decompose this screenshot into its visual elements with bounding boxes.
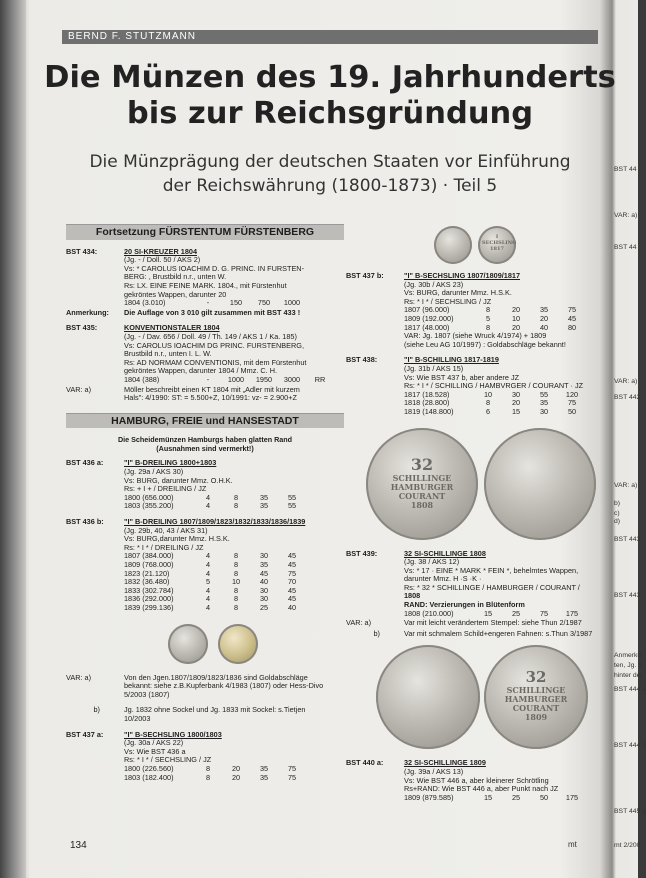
entry-line: (Jg. 39a / AKS 13) (404, 767, 464, 777)
coin-text: SCHILLINGE (392, 472, 452, 483)
entry-line: Rs: * 32 * SCHILLINGE / HAMBURGER / COURANT / (404, 582, 580, 592)
cell: 4 (205, 585, 211, 595)
facing-page-text: BST 445 a (614, 808, 646, 815)
cell: 25 (511, 608, 521, 618)
cell: 1817 (18.528) (404, 389, 450, 399)
cell: 45 (287, 594, 297, 604)
cell: 25 (511, 792, 521, 802)
entry-line: Möller beschreibt einen KT 1804 mit „Adler mit kurzem (124, 384, 300, 394)
coin-text: COURANT (512, 703, 560, 714)
entry-body (404, 759, 608, 802)
cell: 80 (567, 322, 577, 332)
cell: 35 (259, 763, 269, 773)
entry-title: "I" B-SCHILLING 1817-1819 (404, 355, 499, 365)
cell: 20 (539, 313, 549, 323)
entry-line: 1808 (404, 591, 421, 601)
entry-bst-440a (346, 759, 608, 802)
cell: 35 (259, 560, 269, 569)
coin-text: SCHILLINGE (506, 685, 566, 696)
cell: 20 (511, 322, 521, 332)
cell: 40 (259, 577, 269, 587)
cell: 10 (511, 313, 521, 323)
entry-body (124, 459, 344, 511)
coin-photos-32-schillinge-1808 (346, 424, 608, 544)
facing-page-text: Anmerku (614, 652, 642, 659)
entry-line: Vs: BURG, darunter Mmz. O.H.K. (124, 475, 233, 485)
entry-note: Die Auflage von 3 010 gilt zusammen mit BST 433 ! (124, 307, 301, 317)
cell: 3000 (283, 374, 301, 384)
entry-line: Vs: * 17 · EINE * MARK * FEIN *, behelmtes Wappen, (404, 565, 579, 575)
cell: 1809 (192.000) (404, 313, 454, 323)
author-band (62, 30, 598, 44)
cell: 1803 (182.400) (124, 772, 174, 782)
entry-line: VAR: Jg. 1807 (siehe Wruck 4/1974) + 1809 (404, 331, 547, 341)
price-row (124, 604, 344, 613)
note-bst-434 (66, 309, 344, 318)
coin-image (376, 645, 480, 749)
entry-line: Jg. 1832 ohne Sockel und Jg. 1833 mit Sockel: s.Tietjen (124, 705, 306, 715)
cell: 20 (231, 763, 241, 773)
coin-image (484, 645, 588, 749)
coin-photos-dreiling (146, 620, 344, 668)
entry-key: b) (373, 628, 380, 638)
cell: 1807 (384.000) (124, 551, 174, 561)
page-gutter (0, 0, 26, 878)
facing-page-text: mt 2/200 (614, 842, 641, 849)
entry-line: (Jg. 38 / AKS 12) (404, 557, 460, 567)
entry-line: gekröntes Wappen, darunter 20 (124, 289, 227, 299)
cell: 30 (511, 389, 521, 399)
cell: 8 (233, 551, 239, 561)
cell: 35 (539, 398, 549, 408)
entry-line: Rs: + I + / DREILING / JZ (124, 484, 207, 494)
entry-key: BST 436 a: (66, 458, 104, 468)
entry-bst-437a (66, 731, 344, 783)
var-bst-436b (66, 674, 344, 700)
entry-title: "I" B-DREILING 1800+1803 (124, 458, 217, 468)
entry-bst-439 (346, 550, 608, 619)
facing-page-text: VAR: a) (614, 212, 638, 219)
note-line: Die Scheidemünzen Hamburgs haben glatten Rand (117, 435, 293, 445)
cell: 1807 (96.000) (404, 305, 450, 315)
coin-image (484, 428, 596, 540)
cell: 8 (233, 602, 239, 612)
entry-line: Rs+RAND: Wie BST 446 a, aber Punkt nach JZ (404, 784, 559, 794)
entry-body (404, 550, 608, 619)
facing-page-text: d) (614, 518, 621, 525)
var-a-bst-439 (346, 619, 608, 628)
entry-title: 20 SI-KREUZER 1804 (124, 246, 197, 256)
subtitle-line-2: der Reichswährung (1800-1873) · Teil 5 (162, 176, 498, 196)
price-rows (404, 794, 608, 803)
entry-line: Rs: LX. EINE FEINE MARK. 1804., mit Fürstenhut (124, 280, 287, 290)
cell: 1803 (355.200) (124, 501, 174, 511)
subtitle-line-1: Die Münzprägung der deutschen Staaten vor Einführung (89, 152, 571, 172)
coin-image (168, 624, 208, 664)
cell: 4 (205, 501, 211, 511)
cell: 30 (539, 406, 549, 416)
entry-line: Var mit schmalem Schild+engeren Fahnen: s.Thun 3/1987 (404, 628, 593, 638)
entry-bst-437b (346, 272, 608, 349)
coin-text: I (495, 234, 499, 240)
cell: 175 (565, 608, 579, 618)
cell: 20 (511, 398, 521, 408)
entry-line: Vs: Wie BST 436 a (124, 746, 186, 756)
coin-text: 1808 (410, 499, 434, 510)
cell: 70 (287, 577, 297, 587)
entry-title: "I" B-DREILING 1807/1809/1823/1832/1833/1836/1839 (124, 517, 306, 527)
cell: 15 (511, 406, 521, 416)
cell: 8 (233, 585, 239, 595)
cell: 8 (233, 568, 239, 578)
entry-line: (Jg. 30a / AKS 22) (124, 738, 184, 748)
cell: 1804 (388) (124, 374, 160, 384)
price-row (124, 299, 344, 308)
entry-bst-435 (66, 324, 344, 384)
coin-image (218, 624, 258, 664)
right-column (346, 224, 608, 809)
var-b-bst-436b (66, 706, 344, 723)
price-row (404, 610, 608, 619)
cell: 1808 (210.000) (404, 608, 454, 618)
cell: 75 (287, 772, 297, 782)
entry-title: "I" B-SECHSLING 1800/1803 (124, 729, 222, 739)
cell: 8 (205, 772, 211, 782)
entry-line: darunter Mmz. H ·S ·K · (404, 574, 482, 584)
entry-key: VAR: a) (346, 618, 372, 628)
cell: 4 (205, 492, 211, 502)
entry-line: 5/2003 (1807) (124, 689, 170, 699)
entry-line: Vs: BURG,darunter Mmz. H.S.K. (124, 534, 230, 544)
facing-page-text: VAR: a) (614, 378, 638, 385)
coin-text: HAMBURGER (504, 694, 568, 705)
cell: 4 (205, 560, 211, 569)
entry-title: KONVENTIONSTALER 1804 (124, 323, 220, 333)
entry-bst-436b (66, 518, 344, 613)
cell: 8 (485, 322, 491, 332)
cell: 1819 (148.800) (404, 406, 454, 416)
cell: 150 (229, 298, 243, 308)
scheide-note (66, 436, 344, 453)
cell: 10 (483, 389, 493, 399)
entry-title: "I" B-SECHSLING 1807/1809/1817 (404, 271, 521, 280)
entry-line: (Jg. 30b / AKS 23) (404, 279, 464, 289)
entry-key: BST 435: (66, 323, 98, 333)
cell: 1950 (255, 374, 273, 384)
coin-photos-32-schillinge-1809 (346, 645, 608, 753)
entry-line: Von den Jgen.1807/1809/1823/1836 sind Goldabschläge (124, 672, 308, 682)
cell: 35 (259, 501, 269, 511)
cell: 4 (205, 602, 211, 612)
cell: 1000 (227, 374, 245, 384)
entry-line: (Jg. - / Doll. 50 / AKS 2) (124, 255, 201, 265)
cell: 15 (483, 608, 493, 618)
cell: 8 (233, 501, 239, 511)
cell: 75 (539, 608, 549, 618)
cell: 75 (287, 763, 297, 773)
entry-line: (siehe Leu AG 10/1997) : Goldabschläge bekannt! (404, 339, 566, 349)
cell: 75 (287, 568, 297, 578)
cell: 1817 (48.000) (404, 322, 450, 332)
entry-body (124, 324, 344, 384)
page-number: 134 (70, 840, 87, 851)
entry-body (124, 518, 344, 613)
entry-key: BST 437 a: (66, 729, 104, 739)
coin-text: 1817 (490, 246, 504, 252)
entry-line: RAND: Verzierungen in Blütenform (404, 600, 525, 610)
cell: 4 (205, 551, 211, 561)
cell: 1818 (28.800) (404, 398, 450, 408)
entry-line: Vs: CAROLUS IOACHIM DG PRINC. FURSTENBERG, (124, 340, 305, 350)
facing-page-text: BST 443 (614, 592, 641, 599)
cell: 750 (257, 298, 271, 308)
entry-line: Vs: Wie BST 446 a, aber kleinerer Schrötling (404, 775, 549, 785)
cell: 55 (287, 492, 297, 502)
coin-text: 32 (410, 454, 434, 474)
cell: 1800 (656.000) (124, 492, 174, 502)
cell: 1823 (21.120) (124, 568, 170, 578)
price-row (124, 774, 344, 783)
cell: 75 (567, 305, 577, 315)
cell: 50 (567, 406, 577, 416)
entry-title: 32 SI-SCHILLINGE 1809 (404, 758, 486, 768)
coin-image (366, 428, 478, 540)
entry-body (124, 731, 344, 783)
section-hamburg: HAMBURG, FREIE und HANSESTADT (66, 413, 344, 429)
cell: 75 (567, 398, 577, 408)
cell: - (206, 374, 210, 384)
entry-line: Rs: AD NORMAM CONVENTIONIS, mit dem Fürstenhut (124, 357, 307, 367)
cell: 55 (287, 501, 297, 511)
cell: 50 (539, 792, 549, 802)
price-rows (404, 306, 608, 332)
cell: 35 (259, 772, 269, 782)
price-rows (404, 391, 608, 417)
facing-page-text: BST 443 (614, 536, 641, 543)
entry-line: Brustbild n.r., unten I. L. W. (124, 349, 212, 359)
coin-text: HAMBURGER (390, 481, 454, 492)
entry-line: Rs: * I * / SCHILLING / HAMBVRGER / COURANT · JZ (404, 381, 584, 391)
cell: 4 (205, 594, 211, 604)
coin-image (434, 226, 472, 264)
facing-page-text: c) (614, 510, 620, 517)
entry-line: BERG: , Brustbild n.r., unten W. (124, 272, 227, 282)
facing-page-edge (612, 0, 646, 878)
note-line: (Ausnahmen sind vermerkt!) (156, 443, 254, 453)
facing-page-text: hinter der (614, 672, 643, 679)
entry-key: VAR: a) (66, 384, 92, 394)
var-bst-435 (66, 386, 344, 403)
price-rows (124, 765, 344, 782)
cell: 8 (233, 594, 239, 604)
facing-page-text: b) (614, 500, 621, 507)
entry-line: (Jg. - / Dav. 656 / Doll. 49 / Th. 149 / AKS 1 / Ka. 185) (124, 331, 297, 341)
entry-line: Vs: Wie BST 437 b, aber andere JZ (404, 372, 520, 382)
cell: 55 (539, 389, 549, 399)
cell: 1839 (299.136) (124, 602, 174, 612)
coin-text: SECHSLING (482, 240, 517, 246)
entry-key: BST 437 b: (346, 271, 384, 280)
entry-line: Rs: * I * / DREILING / JZ (124, 542, 204, 552)
cell: RR (314, 374, 326, 384)
cell: 45 (287, 560, 297, 569)
entry-line: (Jg. 29a / AKS 30) (124, 467, 184, 477)
cell: 15 (483, 792, 493, 802)
entry-line: Hals": 4/1990: ST: = 5.500+Z, 10/1991: vz- = 2.900+Z (124, 393, 297, 403)
cell: 175 (565, 792, 579, 802)
cell: 8 (233, 492, 239, 502)
cell: 40 (539, 322, 549, 332)
entry-line: Rs: * I * / SECHSLING / JZ (404, 296, 492, 306)
entry-body (404, 272, 608, 349)
entry-key: BST 439: (346, 548, 378, 558)
entry-key: Anmerkung: (66, 307, 109, 317)
cell: 1809 (768.000) (124, 560, 174, 569)
cell: 120 (565, 389, 579, 399)
cell: 45 (287, 585, 297, 595)
facing-page-text: BST 44 (614, 244, 637, 251)
cell: 8 (233, 560, 239, 569)
entry-line: gekröntes Wappen, darunter 1804 / Mmz. C. H. (124, 366, 278, 376)
price-row (124, 376, 344, 385)
cell: 45 (259, 568, 269, 578)
coin-photos-sechsling (434, 226, 608, 266)
entry-line: (Jg. 31b / AKS 15) (404, 363, 464, 373)
coin-legend (382, 456, 462, 510)
entry-line: Vs: BURG, darunter Mmz. H.S.K. (404, 288, 512, 298)
cell: 10 (231, 577, 241, 587)
facing-page-text: ten, Jg. 1 (614, 662, 642, 669)
cell: 1809 (879.585) (404, 792, 454, 802)
cell: 25 (259, 602, 269, 612)
cell: 20 (511, 305, 521, 315)
cell: 1836 (292.000) (124, 594, 174, 604)
coin-image (478, 226, 516, 264)
facing-page-text: BST 442 (614, 394, 641, 401)
coin-text: 1809 (524, 712, 548, 723)
cell: 35 (259, 492, 269, 502)
coin-legend (482, 234, 517, 252)
entry-key: BST 438: (346, 355, 378, 365)
cell: 30 (259, 594, 269, 604)
price-rows (124, 552, 344, 612)
entry-line: (Jg. 29b, 40, 43 / AKS 31) (124, 525, 208, 535)
entry-line: Rs: * I * / SECHSLING / JZ (124, 755, 212, 765)
entry-bst-434 (66, 248, 344, 308)
cell: 40 (287, 602, 297, 612)
entry-key: b) (93, 705, 100, 715)
entry-key: VAR: a) (66, 672, 92, 682)
var-b-bst-439 (346, 630, 608, 639)
entry-line: bekannt: siehe z.B.Kupferbank 4/1983 (1807) oder Hess-Divo (124, 681, 324, 691)
coin-text: COURANT (398, 490, 446, 501)
section-fuerstenberg: Fortsetzung FÜRSTENTUM FÜRSTENBERG (66, 224, 344, 240)
price-row (124, 502, 344, 511)
entry-line: Var mit leicht verändertem Stempel: siehe Thun 2/1987 (404, 618, 582, 628)
facing-page-text: BST 44 (614, 166, 637, 173)
facing-page-text: VAR: a) (614, 482, 638, 489)
left-column (66, 224, 344, 789)
cell: 8 (205, 763, 211, 773)
cell: 1804 (3.010) (124, 298, 166, 308)
cell: 45 (567, 313, 577, 323)
magazine-mark: mt (568, 840, 577, 849)
cell: 1833 (302.784) (124, 585, 174, 595)
facing-page-text: BST 444 a (614, 686, 646, 693)
price-row (404, 794, 608, 803)
cell: 20 (231, 772, 241, 782)
entry-body (404, 356, 608, 416)
coin-legend (498, 669, 574, 722)
cell: 30 (259, 551, 269, 561)
entry-key: BST 436 b: (66, 517, 104, 527)
price-rows (124, 494, 344, 511)
entry-bst-436a (66, 459, 344, 511)
entry-line: 10/2003 (124, 713, 151, 723)
cell: 4 (205, 568, 211, 578)
cell: - (206, 298, 210, 308)
price-rows (404, 610, 608, 619)
cell: 1800 (226.560) (124, 763, 174, 773)
entry-bst-438 (346, 356, 608, 416)
entry-key: BST 434: (66, 246, 98, 256)
price-row (404, 408, 608, 417)
cell: 35 (539, 305, 549, 315)
cell: 8 (485, 398, 491, 408)
article-title (40, 60, 620, 132)
cell: 5 (485, 313, 491, 323)
cell: 6 (485, 406, 491, 416)
article-subtitle (40, 150, 620, 198)
entry-line: Vs: * CAROLUS IOACHIM D. G. PRINC. IN FURSTEN- (124, 263, 305, 273)
facing-page-text: BST 444 b (614, 742, 646, 749)
cell: 45 (287, 551, 297, 561)
title-line-2: bis zur Reichsgründung (126, 96, 534, 131)
cell: 5 (205, 577, 211, 587)
cell: 1000 (283, 298, 301, 308)
cell: 30 (259, 585, 269, 595)
entry-key: BST 440 a: (346, 758, 384, 768)
title-line-1: Die Münzen des 19. Jahrhunderts (44, 60, 616, 95)
entry-title: 32 SI-SCHILLINGE 1808 (404, 548, 486, 558)
author: BERND F. STUTZMANN (68, 31, 196, 42)
cell: 1832 (36.480) (124, 577, 170, 587)
cell: 8 (485, 305, 491, 315)
coin-text: 32 (525, 668, 547, 687)
entry-body (124, 248, 344, 308)
